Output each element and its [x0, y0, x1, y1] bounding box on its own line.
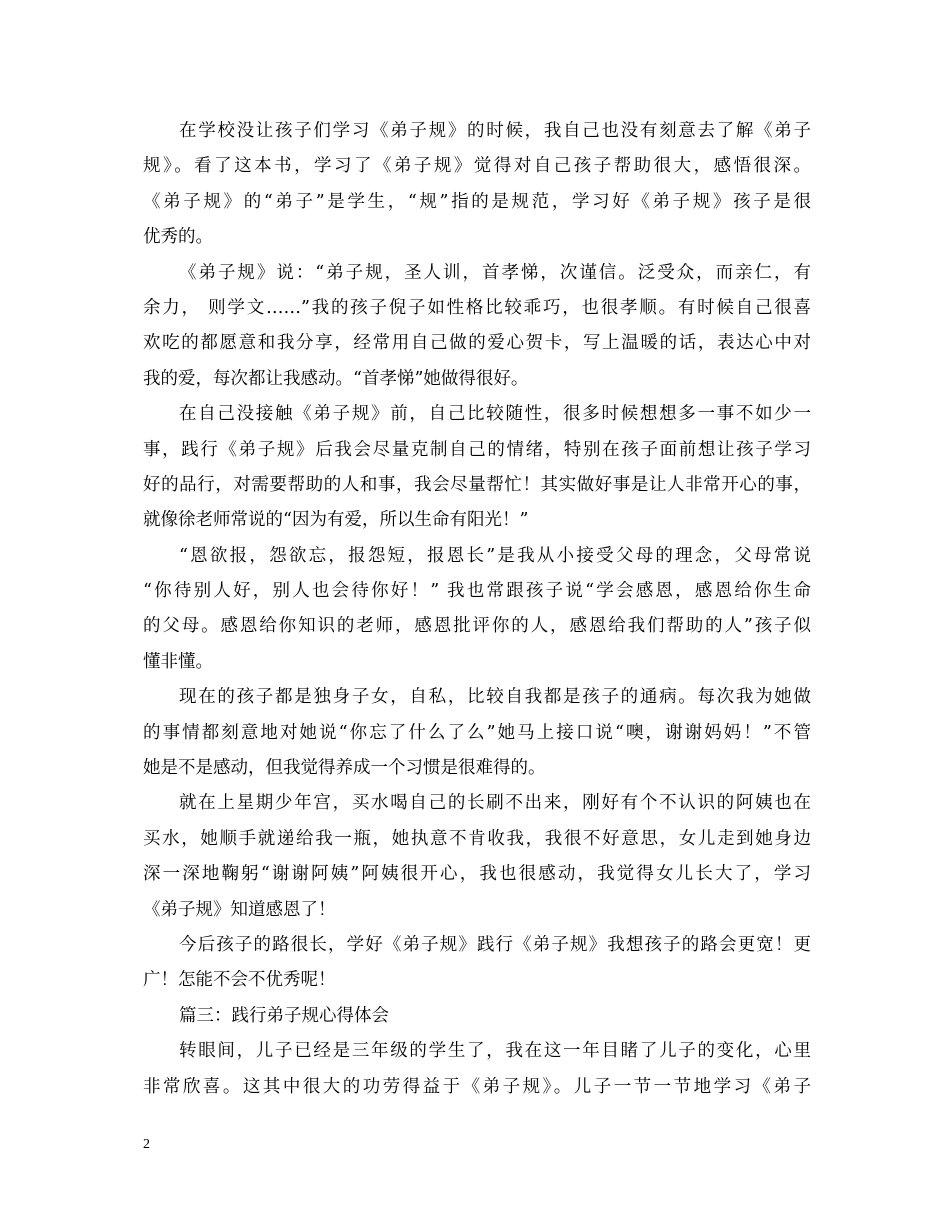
text-line: 《弟子规》知道感恩了！ — [143, 899, 336, 920]
text-line: 在学校没让孩子们学习《弟子规》的时候，我自己也没有刻意去了解《弟子 — [179, 121, 811, 141]
text-line: 在自己没接触《弟子规》前，自己比较随性，很多时候想想多一事不如少一 — [179, 404, 811, 425]
text-line: “你待别人好，别人也会待你好！” 我也常跟孩子说“学会感恩，感恩给你生命 — [143, 581, 811, 602]
text-line: 优秀的。 — [143, 227, 213, 248]
text-line: 懂非懂。 — [143, 651, 213, 672]
text-line: 买水，她顺手就递给我一瓶，她执意不肯收我，我很不好意思，女儿走到她身边 — [143, 828, 811, 849]
text-line: 欢吃的都愿意和我分享，经常用自己做的爱心贺卡，写上温暖的话，表达心中对 — [143, 333, 811, 354]
text-line: 就像徐老师常说的“因为有爱，所以生命有阳光！” — [143, 510, 529, 531]
text-line: 广！怎能不会不优秀呢！ — [143, 970, 336, 991]
text-line: 她是不是感动，但我觉得养成一个习惯是很难得的。 — [143, 758, 546, 779]
text-line: 深一深地鞠躬“谢谢阿姨”阿姨很开心，我也很感动，我觉得女儿长大了，学习 — [143, 864, 811, 885]
text-line: 的父母。感恩给你知识的老师，感恩批评你的人，感恩给我们帮助的人”孩子似 — [143, 616, 811, 637]
text-line: 现在的孩子都是独身子女，自私，比较自我都是孩子的通病。每次我为她做 — [179, 687, 811, 708]
text-line: 我的爱，每次都让我感动。“首孝悌”她做得很好。 — [143, 368, 529, 389]
text-line: “恩欲报，怨欲忘，报怨短，报恩长”是我从小接受父母的理念，父母常说 — [179, 545, 811, 566]
body-text — [143, 114, 811, 1105]
text-line: 篇三：践行弟子规心得体会 — [179, 1005, 389, 1026]
text-line: 《弟子规》说：“弟子规，圣人训，首孝悌，次谨信。泛受众，而亲仁，有 — [179, 262, 811, 283]
text-line: 非常欣喜。这其中很大的功劳得益于《弟子规》。儿子一节一节地学习《弟子 — [143, 1076, 811, 1097]
text-line: 今后孩子的路很长，学好《弟子规》践行《弟子规》我想孩子的路会更宽！更 — [179, 934, 811, 955]
page-number: 2 — [143, 1137, 150, 1152]
text-line: 好的品行，对需要帮助的人和事，我会尽量帮忙！其实做好事是让人非常开心的事， — [143, 474, 811, 495]
text-line: 余力， 则学文……”我的孩子倪子如性格比较乖巧，也很孝顺。有时候自己很喜 — [143, 297, 811, 318]
text-line: 《弟子规》的“弟子”是学生，“规”指的是规范，学习好《弟子规》孩子是很 — [143, 191, 811, 212]
text-line: 规》。看了这本书，学习了《弟子规》觉得对自己孩子帮助很大，感悟很深。 — [143, 156, 811, 177]
text-line: 转眼间，儿子已经是三年级的学生了，我在这一年目睹了儿子的变化，心里 — [179, 1041, 811, 1062]
text-line: 的事情都刻意地对她说“你忘了什么了么”她马上接口说“噢，谢谢妈妈！”不管 — [143, 722, 811, 743]
text-line: 就在上星期少年宫，买水喝自己的长刷不出来，刚好有个不认识的阿姨也在 — [179, 793, 811, 814]
text-line: 事，践行《弟子规》后我会尽量克制自己的情绪，特别在孩子面前想让孩子学习 — [143, 439, 811, 460]
